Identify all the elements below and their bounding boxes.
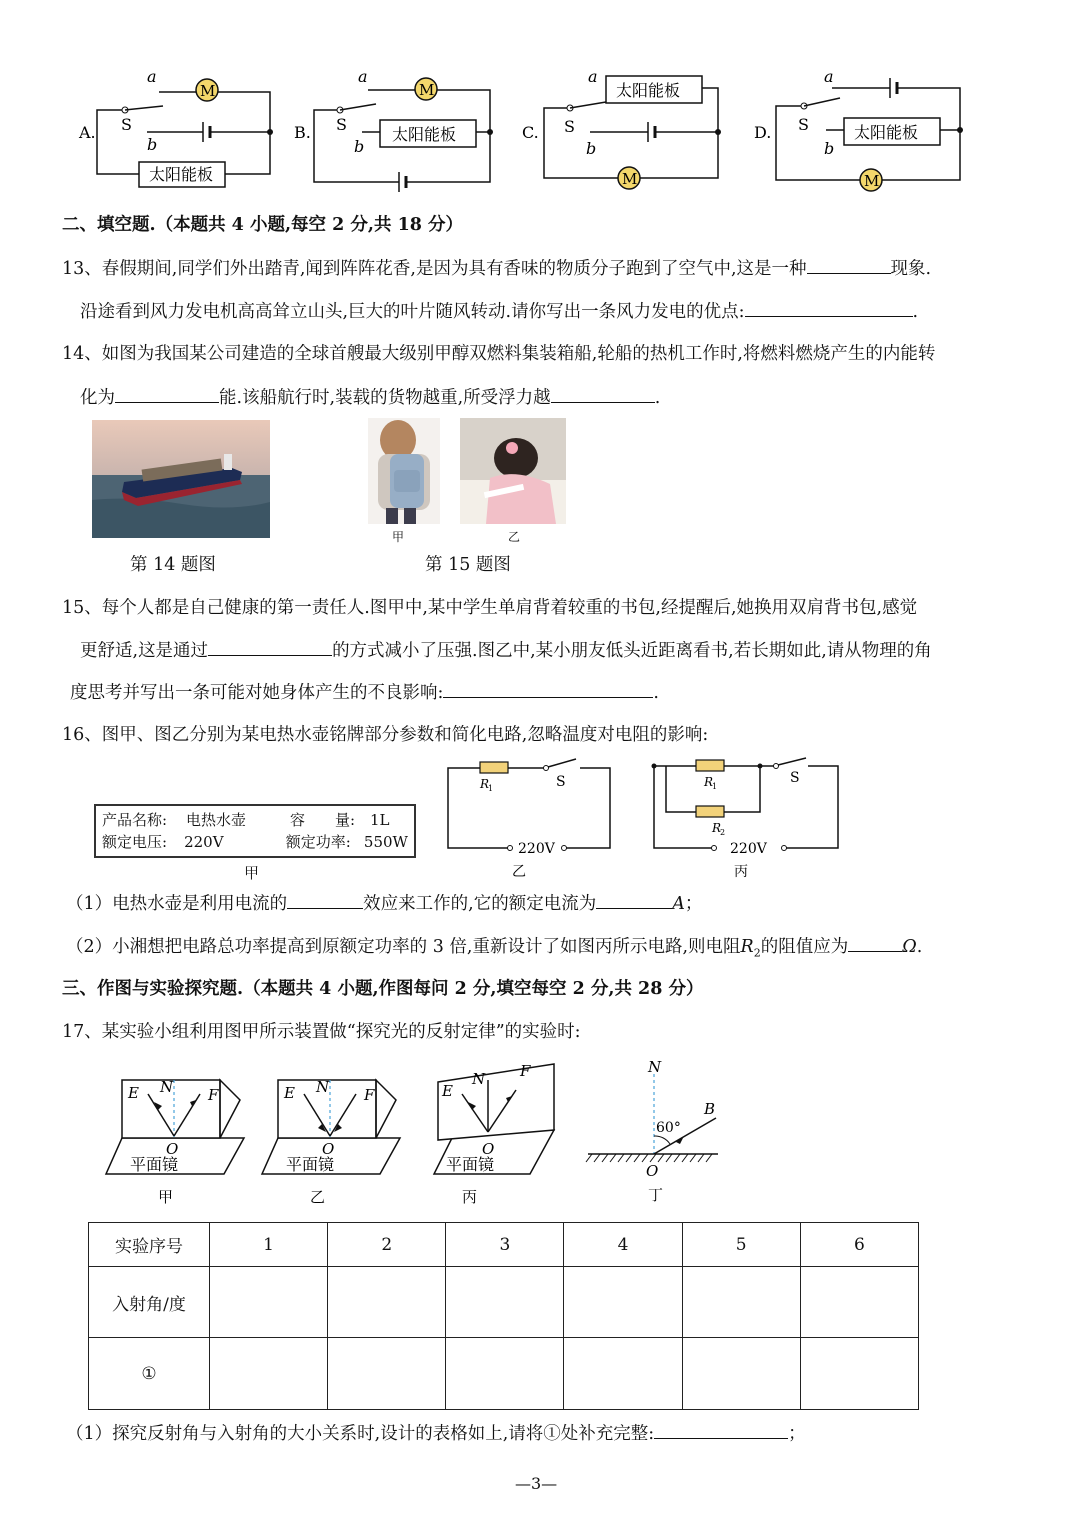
motor-label: M [200, 82, 216, 100]
table-row [89, 1338, 919, 1410]
q16-intro: 16、图甲、图乙分别为某电热水壶铭牌部分参数和简化电路,忽略温度对电阻的影响: [62, 725, 709, 745]
circuit-bing [650, 756, 846, 884]
table-cell[interactable] [446, 1267, 564, 1338]
answer-blank[interactable] [807, 255, 891, 274]
section2-title: 二、填空题.（本题共 4 小题,每空 2 分,共 18 分） [62, 215, 464, 235]
answer-blank[interactable] [443, 679, 653, 698]
answer-blank[interactable] [208, 637, 332, 656]
q17-intro: 17、某实验小组利用图甲所示装置做“探究光的反射定律”的实验时: [62, 1022, 581, 1042]
motor-label: M [622, 170, 638, 188]
table-cell[interactable] [210, 1338, 328, 1410]
circuit-yi [440, 756, 620, 884]
q13-line2: 沿途看到风力发电机高高耸立山头,巨大的叶片随风转动.请你写出一条风力发电的优点: . [80, 298, 918, 325]
terminal-a-label: a [358, 67, 368, 86]
table-header-cell: 6 [800, 1223, 918, 1267]
option-letter: B. [294, 123, 311, 142]
svg-text:O: O [646, 1162, 659, 1180]
terminal-a-label: a [588, 67, 598, 86]
table-header-cell: 4 [564, 1223, 682, 1267]
svg-text:S: S [556, 774, 566, 790]
table-cell[interactable] [446, 1338, 564, 1410]
q14-line1: 14、如图为我国某公司建造的全球首艘最大级别甲醇双燃料集装箱船,轮船的热机工作时,将燃料燃烧产生的内能转 [62, 344, 936, 364]
q16-sub2: （2）小湘想把电路总功率提高到原额定功率的 3 倍,重新设计了如图丙所示电路,则电阻$R_2$的阻值应为 Ω. [66, 933, 922, 967]
circuit-option-b [292, 62, 502, 194]
svg-text:S: S [790, 770, 800, 786]
svg-text:E: E [442, 1082, 453, 1100]
terminal-a-label: a [147, 67, 157, 86]
reflection-figure-bing [430, 1060, 570, 1208]
row-label: 入射角/度 [89, 1267, 210, 1338]
table-row [89, 1223, 919, 1267]
solar-panel-label: 太阳能板 [854, 123, 919, 142]
table-cell[interactable] [210, 1267, 328, 1338]
experiment-table [88, 1222, 919, 1410]
svg-text:平面镜: 平面镜 [286, 1155, 335, 1174]
q16-sub1: （1）电热水壶是利用电流的 效应来工作的,它的额定电流为 A； [66, 890, 702, 917]
svg-text:丁: 丁 [648, 1186, 664, 1204]
svg-text:F: F [208, 1086, 219, 1104]
motor-label: M [419, 81, 435, 99]
option-letter: C. [522, 123, 539, 142]
svg-text:O: O [322, 1140, 335, 1158]
answer-blank[interactable] [848, 933, 902, 952]
svg-text:R: R [704, 775, 714, 789]
svg-text:N: N [648, 1058, 662, 1076]
svg-text:F: F [520, 1062, 531, 1080]
svg-text:乙: 乙 [310, 1188, 326, 1206]
terminal-a-label: a [824, 67, 834, 86]
svg-text:220V: 220V [518, 841, 555, 857]
photo-label-yi: 乙 [508, 530, 521, 544]
q14-line2: 化为 能.该船航行时,装载的货物越重,所受浮力越 . [80, 384, 660, 411]
table-cell[interactable] [800, 1338, 918, 1410]
circuit-option-a [75, 62, 285, 194]
svg-text:F: F [364, 1086, 375, 1104]
table-header-cell: 实验序号 [89, 1223, 210, 1267]
svg-text:平面镜: 平面镜 [130, 1155, 179, 1174]
svg-text:1: 1 [712, 782, 718, 791]
page-number: —3— [515, 1474, 558, 1493]
svg-text:B: B [704, 1100, 716, 1118]
table-header-cell: 3 [446, 1223, 564, 1267]
svg-text:N: N [160, 1078, 174, 1096]
option-letter: A. [79, 123, 96, 142]
svg-text:220V: 220V [730, 841, 767, 857]
svg-text:O: O [482, 1140, 495, 1158]
table-cell[interactable] [564, 1338, 682, 1410]
answer-blank[interactable] [115, 384, 219, 403]
section3-title: 三、作图与实验探究题.（本题共 4 小题,作图每问 2 分,填空每空 2 分,共 28 分） [62, 979, 704, 999]
svg-text:1: 1 [488, 784, 494, 793]
terminal-b-label: b [354, 137, 365, 156]
table-header-cell: 2 [328, 1223, 446, 1267]
svg-text:R: R [712, 821, 722, 835]
row-label: ① [89, 1338, 210, 1410]
svg-text:甲: 甲 [158, 1188, 174, 1206]
table-header-cell: 1 [210, 1223, 328, 1267]
svg-text:N: N [316, 1078, 330, 1096]
fig14-caption: 第 14 题图 [130, 555, 216, 575]
svg-text:E: E [128, 1084, 139, 1102]
table-cell[interactable] [800, 1267, 918, 1338]
terminal-b-label: b [586, 139, 597, 158]
svg-text:O: O [166, 1140, 179, 1158]
circuit-option-c [520, 62, 730, 194]
switch-label: S [336, 115, 347, 134]
fig15-caption: 第 15 题图 [425, 555, 511, 575]
terminal-b-label: b [824, 139, 835, 158]
solar-panel-label: 太阳能板 [149, 165, 214, 184]
kettle-nameplate: 产品名称: 电热水壶 容 量: 1L 额定电压: 220V 额定功率: 550W [94, 804, 416, 858]
svg-text:R: R [480, 777, 490, 791]
reflection-figure-ding [584, 1058, 724, 1208]
answer-blank[interactable] [745, 298, 913, 317]
photo-label-jia: 甲 [392, 530, 405, 544]
table-cell[interactable] [328, 1338, 446, 1410]
table-row [89, 1267, 919, 1338]
table-cell[interactable] [564, 1267, 682, 1338]
switch-label: S [121, 115, 132, 134]
solar-panel-label: 太阳能板 [616, 81, 681, 100]
switch-label: S [798, 115, 809, 134]
svg-text:2: 2 [720, 828, 726, 837]
q15-line2: 更舒适,这是通过 的方式减小了压强.图乙中,某小朋友低头近距离看书,若长期如此,请从物理的角 [80, 637, 932, 664]
svg-text:丙: 丙 [462, 1188, 478, 1206]
q17-sub1: （1）探究反射角与入射角的大小关系时,设计的表格如上,请将①处补充完整: ； [66, 1420, 806, 1447]
svg-text:平面镜: 平面镜 [446, 1155, 495, 1174]
q15-line1: 15、每个人都是自己健康的第一责任人.图甲中,某中学生单肩背着较重的书包,经提醒后,她换用双肩背书包,感觉 [62, 598, 918, 618]
answer-blank[interactable] [551, 384, 655, 403]
answer-blank[interactable] [287, 890, 363, 909]
answer-blank[interactable] [654, 1420, 788, 1439]
motor-label: M [864, 172, 880, 190]
q15-line3: 度思考并写出一条可能对她身体产生的不良影响: . [70, 679, 659, 706]
svg-text:E: E [284, 1084, 295, 1102]
svg-text:N: N [472, 1070, 486, 1088]
q13-line1: 13、春假期间,同学们外出踏青,闻到阵阵花香,是因为具有香味的物质分子跑到了空气中,这是一种 现象. [62, 255, 931, 282]
option-letter: D. [754, 123, 772, 142]
table-header-cell: 5 [682, 1223, 800, 1267]
answer-blank[interactable] [596, 890, 672, 909]
circuit-option-d [752, 62, 972, 194]
terminal-b-label: b [147, 135, 158, 154]
label-jia: 甲 [244, 864, 260, 882]
svg-text:60°: 60° [656, 1120, 681, 1136]
backpack-girl-photo [368, 418, 440, 524]
switch-label: S [564, 117, 575, 136]
reflection-figure-jia [104, 1078, 252, 1208]
reading-child-photo [460, 418, 566, 524]
svg-text:丙: 丙 [734, 864, 748, 880]
reflection-figure-yi [260, 1078, 408, 1208]
table-cell[interactable] [682, 1338, 800, 1410]
solar-panel-label: 太阳能板 [392, 125, 457, 144]
svg-text:乙: 乙 [512, 864, 526, 880]
container-ship-photo [92, 420, 270, 538]
table-cell[interactable] [328, 1267, 446, 1338]
table-cell[interactable] [682, 1267, 800, 1338]
